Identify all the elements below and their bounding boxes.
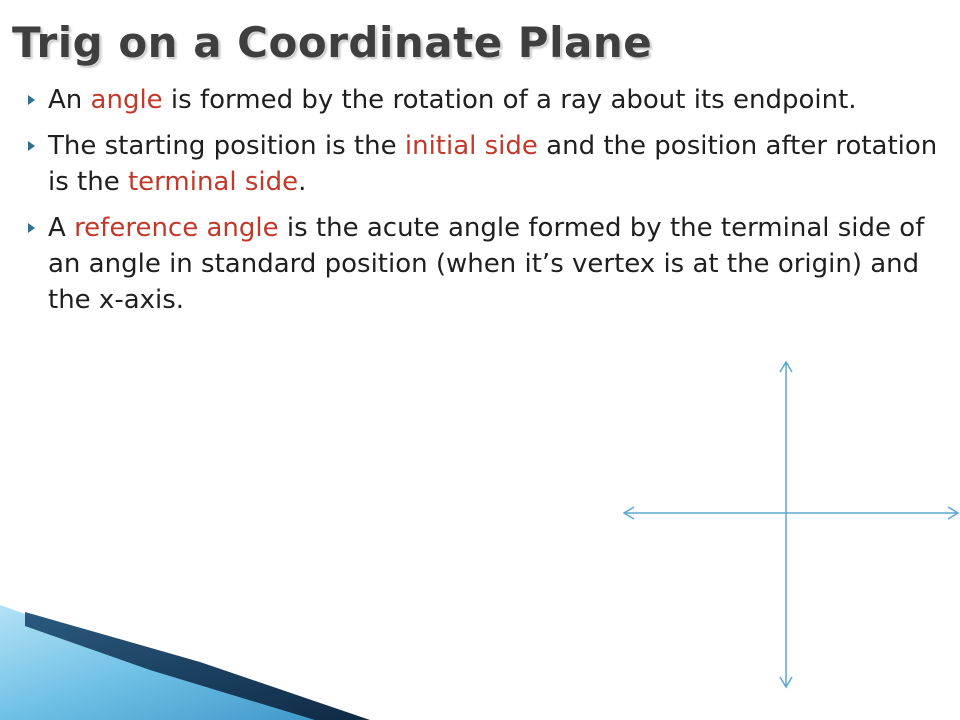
bullet-text: is formed by the rotation of a ray about its endpoint.: [162, 85, 857, 115]
highlight-term-terminal-side: terminal side: [127, 167, 299, 197]
slide-title: Trig on a Coordinate Plane: [12, 18, 653, 67]
highlight-term-initial-side: initial side: [404, 131, 538, 161]
bullet-text: .: [298, 167, 307, 197]
highlight-term-reference-angle: reference angle: [74, 213, 279, 243]
bullet-text: An: [48, 85, 91, 115]
bullet-text: The starting position is the: [48, 131, 405, 161]
bullet-text: is the acute angle formed by the terminal side of an angle in standard position (when it’s vertex is at the origin) and the x-axis.: [48, 213, 925, 315]
highlight-term-angle: angle: [90, 85, 163, 115]
bullet-text: A: [48, 213, 75, 243]
bullet-text: and the position after rotation is the: [48, 131, 938, 197]
